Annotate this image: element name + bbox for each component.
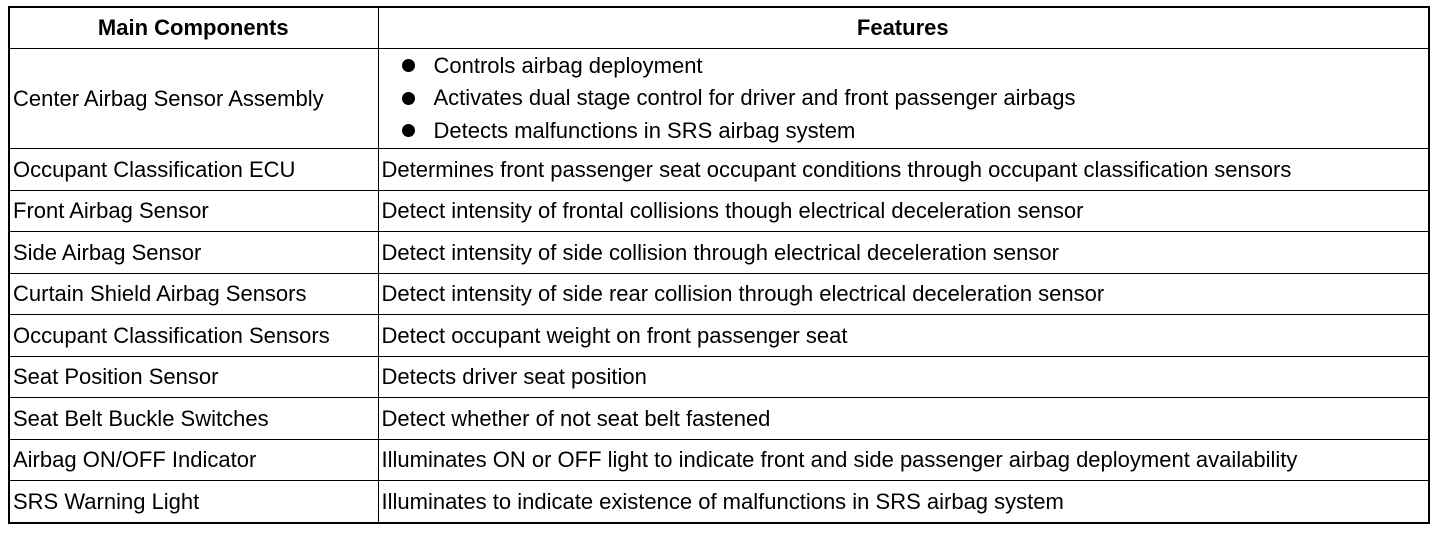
component-cell: Front Airbag Sensor	[9, 190, 378, 232]
table-row	[9, 439, 1429, 481]
feature-cell: Detect intensity of frontal collisions though electrical deceleration sensor	[378, 190, 1429, 232]
component-cell: Airbag ON/OFF Indicator	[9, 439, 378, 481]
feature-cell: Illuminates to indicate existence of malfunctions in SRS airbag system	[378, 481, 1429, 523]
component-cell: Center Airbag Sensor Assembly	[9, 49, 378, 149]
bullet-icon	[402, 92, 415, 105]
components-features-table	[8, 6, 1430, 524]
feature-bullet-text: Activates dual stage control for driver and front passenger airbags	[433, 85, 1076, 111]
feature-cell: Determines front passenger seat occupant conditions through occupant classification sensors	[378, 149, 1429, 191]
feature-cell: Detects driver seat position	[378, 356, 1429, 398]
bullet-icon	[402, 124, 415, 137]
table-row	[9, 273, 1429, 315]
feature-cell: Detect whether of not seat belt fastened	[378, 398, 1429, 440]
table-row	[9, 232, 1429, 274]
header-features: Features	[378, 7, 1429, 49]
component-cell: Side Airbag Sensor	[9, 232, 378, 274]
component-cell: Seat Belt Buckle Switches	[9, 398, 378, 440]
table-row	[9, 149, 1429, 191]
table-row	[9, 481, 1429, 523]
feature-cell: Detect occupant weight on front passenger seat	[378, 315, 1429, 357]
feature-bullet-item	[402, 115, 1425, 148]
component-cell: Seat Position Sensor	[9, 356, 378, 398]
component-cell: Curtain Shield Airbag Sensors	[9, 273, 378, 315]
bullet-icon	[402, 59, 415, 72]
table-row	[9, 190, 1429, 232]
table-row	[9, 356, 1429, 398]
table-row	[9, 315, 1429, 357]
feature-bullet-text: Controls airbag deployment	[433, 52, 703, 78]
table-row	[9, 49, 1429, 149]
components-table-container	[8, 6, 1430, 524]
feature-cell	[378, 49, 1429, 149]
feature-bullet-list	[382, 50, 1425, 148]
feature-cell: Detect intensity of side rear collision through electrical deceleration sensor	[378, 273, 1429, 315]
component-cell: SRS Warning Light	[9, 481, 378, 523]
feature-bullet-text: Detects malfunctions in SRS airbag system	[433, 117, 856, 143]
feature-bullet-item	[402, 50, 1425, 83]
table-row	[9, 398, 1429, 440]
feature-bullet-item	[402, 82, 1425, 115]
feature-cell: Illuminates ON or OFF light to indicate front and side passenger airbag deployment availability	[378, 439, 1429, 481]
component-cell: Occupant Classification Sensors	[9, 315, 378, 357]
header-row	[9, 7, 1429, 49]
feature-cell: Detect intensity of side collision through electrical deceleration sensor	[378, 232, 1429, 274]
component-cell: Occupant Classification ECU	[9, 149, 378, 191]
header-main-components: Main Components	[9, 7, 378, 49]
